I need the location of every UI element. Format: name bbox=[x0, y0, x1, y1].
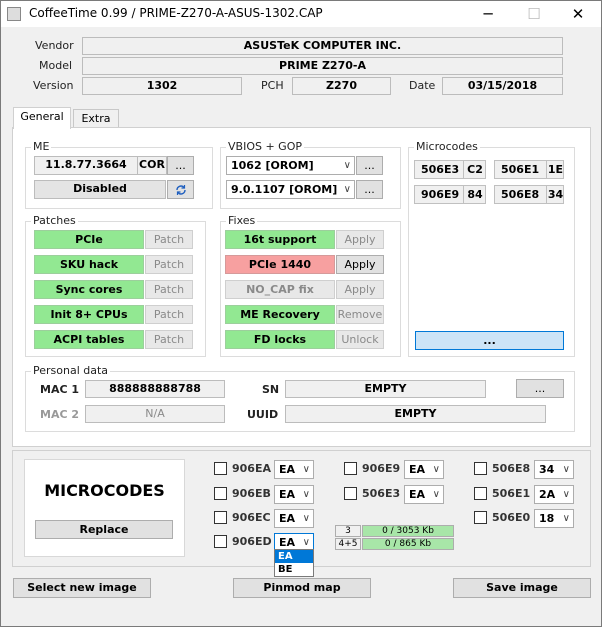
chevron-down-icon: ∨ bbox=[562, 513, 570, 524]
select-506e1[interactable]: 2A ∨ bbox=[534, 485, 574, 504]
checkbox-906ec[interactable] bbox=[214, 511, 227, 524]
sn-label: SN bbox=[262, 383, 280, 396]
fix-me-recovery-button[interactable]: ME Recovery bbox=[225, 305, 335, 324]
dropdown-option[interactable]: BE bbox=[278, 564, 293, 575]
me-more-button[interactable]: ... bbox=[167, 156, 194, 175]
chevron-down-icon: ∨ bbox=[343, 160, 351, 171]
fix-nocap-action[interactable]: Apply bbox=[336, 280, 384, 299]
window-title: CoffeeTime 0.99 / PRIME-Z270-A-ASUS-1302.CAP bbox=[29, 6, 323, 20]
maximize-button[interactable]: ☐ bbox=[527, 5, 541, 23]
mac1-label: MAC 1 bbox=[40, 383, 80, 396]
checkbox-506e8[interactable] bbox=[474, 462, 487, 475]
checkbox-906ea[interactable] bbox=[214, 462, 227, 475]
checkbox-label: 906EA bbox=[232, 462, 271, 475]
chevron-down-icon: ∨ bbox=[302, 513, 310, 524]
me-state: Disabled bbox=[34, 180, 166, 199]
personal-data-title: Personal data bbox=[33, 364, 109, 377]
patches-group-title: Patches bbox=[33, 214, 76, 227]
patch-sku-hack-action[interactable]: Patch bbox=[145, 255, 193, 274]
uuid-value: EMPTY bbox=[285, 405, 546, 423]
checkbox-906eb[interactable] bbox=[214, 487, 227, 500]
pch-label: PCH bbox=[261, 79, 284, 92]
microcodes-more-button[interactable]: ... bbox=[415, 331, 564, 350]
vbios-select-value: 1062 [OROM] bbox=[231, 159, 314, 172]
fix-pcie1440-action[interactable]: Apply bbox=[336, 255, 384, 274]
microcode-item: 506E1 1E bbox=[494, 160, 564, 179]
patch-pcie-action[interactable]: Patch bbox=[145, 230, 193, 249]
gop-more-button[interactable]: ... bbox=[356, 180, 383, 199]
mac2-label: MAC 2 bbox=[40, 408, 80, 421]
gop-select[interactable] bbox=[226, 180, 355, 199]
microcode-item: 506E3 C2 bbox=[414, 160, 486, 179]
model-value: PRIME Z270-A bbox=[82, 57, 563, 75]
pinmod-map-button[interactable]: Pinmod map bbox=[233, 578, 371, 598]
me-version: 11.8.77.3664 bbox=[34, 156, 138, 175]
region-label: 3 bbox=[335, 525, 361, 537]
replace-button[interactable]: Replace bbox=[35, 520, 173, 539]
patch-acpi-button[interactable]: ACPI tables bbox=[34, 330, 144, 349]
checkbox-906ed[interactable] bbox=[214, 535, 227, 548]
fix-pcie1440-button[interactable]: PCIe 1440 bbox=[225, 255, 335, 274]
version-label: Version bbox=[33, 79, 74, 92]
region-label: 4+5 bbox=[335, 538, 361, 550]
app-icon bbox=[7, 7, 21, 21]
select-906e9[interactable]: EA ∨ bbox=[404, 460, 444, 479]
dropdown-option[interactable]: EA bbox=[275, 550, 313, 563]
checkbox-label: 906E9 bbox=[362, 462, 401, 475]
select-906eb[interactable]: EA ∨ bbox=[274, 485, 314, 504]
microcodes-box bbox=[24, 459, 185, 557]
chevron-down-icon: ∨ bbox=[562, 464, 570, 475]
version-value: 1302 bbox=[82, 77, 242, 95]
fix-me-recovery-action[interactable]: Remove bbox=[336, 305, 384, 324]
mac2-value: N/A bbox=[85, 405, 225, 423]
chevron-down-icon: ∨ bbox=[432, 489, 440, 500]
fix-fd-locks-button[interactable]: FD locks bbox=[225, 330, 335, 349]
checkbox-label: 506E0 bbox=[492, 511, 531, 524]
vbios-select[interactable] bbox=[226, 156, 355, 175]
me-type: COR bbox=[137, 156, 167, 175]
select-506e3[interactable]: EA ∨ bbox=[404, 485, 444, 504]
date-value: 03/15/2018 bbox=[442, 77, 563, 95]
select-906ea[interactable]: EA ∨ bbox=[274, 460, 314, 479]
region-progress: 0 / 865 Kb bbox=[362, 538, 454, 550]
checkbox-label: 506E3 bbox=[362, 487, 401, 500]
me-refresh-button[interactable] bbox=[167, 180, 194, 199]
me-group-title: ME bbox=[33, 140, 50, 153]
tab-general[interactable]: General bbox=[13, 107, 71, 129]
chevron-down-icon: ∨ bbox=[302, 489, 310, 500]
checkbox-506e1[interactable] bbox=[474, 487, 487, 500]
chevron-down-icon: ∨ bbox=[302, 537, 310, 548]
select-image-button[interactable]: Select new image bbox=[13, 578, 151, 598]
chevron-down-icon: ∨ bbox=[302, 464, 310, 475]
dropdown-list bbox=[274, 549, 314, 577]
checkbox-label: 506E1 bbox=[492, 487, 531, 500]
select-906ec[interactable]: EA ∨ bbox=[274, 509, 314, 528]
vbios-more-button[interactable]: ... bbox=[356, 156, 383, 175]
patch-sku-hack-button[interactable]: SKU hack bbox=[34, 255, 144, 274]
select-506e8[interactable]: 34 ∨ bbox=[534, 460, 574, 479]
patch-init-cpus-action[interactable]: Patch bbox=[145, 305, 193, 324]
patch-sync-cores-button[interactable]: Sync cores bbox=[34, 280, 144, 299]
fix-16t-button[interactable]: 16t support bbox=[225, 230, 335, 249]
microcode-item: 506E8 34 bbox=[494, 185, 564, 204]
microcodes-heading: MICROCODES bbox=[44, 481, 165, 500]
pch-value: Z270 bbox=[292, 77, 391, 95]
minimize-button[interactable]: ─ bbox=[483, 5, 493, 23]
personal-more-button[interactable]: ... bbox=[516, 379, 564, 398]
save-image-button[interactable]: Save image bbox=[453, 578, 591, 598]
uuid-label: UUID bbox=[247, 408, 279, 421]
checkbox-506e3[interactable] bbox=[344, 487, 357, 500]
fix-nocap-button[interactable]: NO_CAP fix bbox=[225, 280, 335, 299]
region-progress: 0 / 3053 Kb bbox=[362, 525, 454, 537]
microcodes-group-title: Microcodes bbox=[416, 140, 478, 153]
patch-sync-cores-action[interactable]: Patch bbox=[145, 280, 193, 299]
chevron-down-icon: ∨ bbox=[562, 489, 570, 500]
mac1-value: 888888888788 bbox=[85, 380, 225, 398]
checkbox-label: 906EC bbox=[232, 511, 271, 524]
gop-select-value: 9.0.1107 [OROM] bbox=[231, 183, 338, 196]
general-panel bbox=[12, 127, 591, 447]
close-button[interactable]: ✕ bbox=[571, 5, 585, 23]
vendor-label: Vendor bbox=[35, 39, 74, 52]
checkbox-506e0[interactable] bbox=[474, 511, 487, 524]
checkbox-label: 906EB bbox=[232, 487, 271, 500]
patch-pcie-button[interactable]: PCIe bbox=[34, 230, 144, 249]
checkbox-label: 906ED bbox=[232, 535, 272, 548]
date-label: Date bbox=[409, 79, 436, 92]
title-bar bbox=[1, 1, 601, 27]
fix-16t-action[interactable]: Apply bbox=[336, 230, 384, 249]
fixes-group-title: Fixes bbox=[228, 214, 256, 227]
microcode-item: 906E9 84 bbox=[414, 185, 486, 204]
fix-fd-locks-action[interactable]: Unlock bbox=[336, 330, 384, 349]
checkbox-906e9[interactable] bbox=[344, 462, 357, 475]
select-906ed[interactable]: EA ∨ bbox=[274, 533, 314, 552]
model-label: Model bbox=[39, 59, 73, 72]
vendor-value: ASUSTeK COMPUTER INC. bbox=[82, 37, 563, 55]
select-506e0[interactable]: 18 ∨ bbox=[534, 509, 574, 528]
sn-value: EMPTY bbox=[285, 380, 486, 398]
chevron-down-icon: ∨ bbox=[343, 184, 351, 195]
chevron-down-icon: ∨ bbox=[432, 464, 440, 475]
tab-extra[interactable]: Extra bbox=[73, 109, 119, 129]
patch-acpi-action[interactable]: Patch bbox=[145, 330, 193, 349]
refresh-icon bbox=[175, 184, 187, 196]
checkbox-label: 506E8 bbox=[492, 462, 531, 475]
patch-init-cpus-button[interactable]: Init 8+ CPUs bbox=[34, 305, 144, 324]
vbios-group-title: VBIOS + GOP bbox=[228, 140, 302, 153]
